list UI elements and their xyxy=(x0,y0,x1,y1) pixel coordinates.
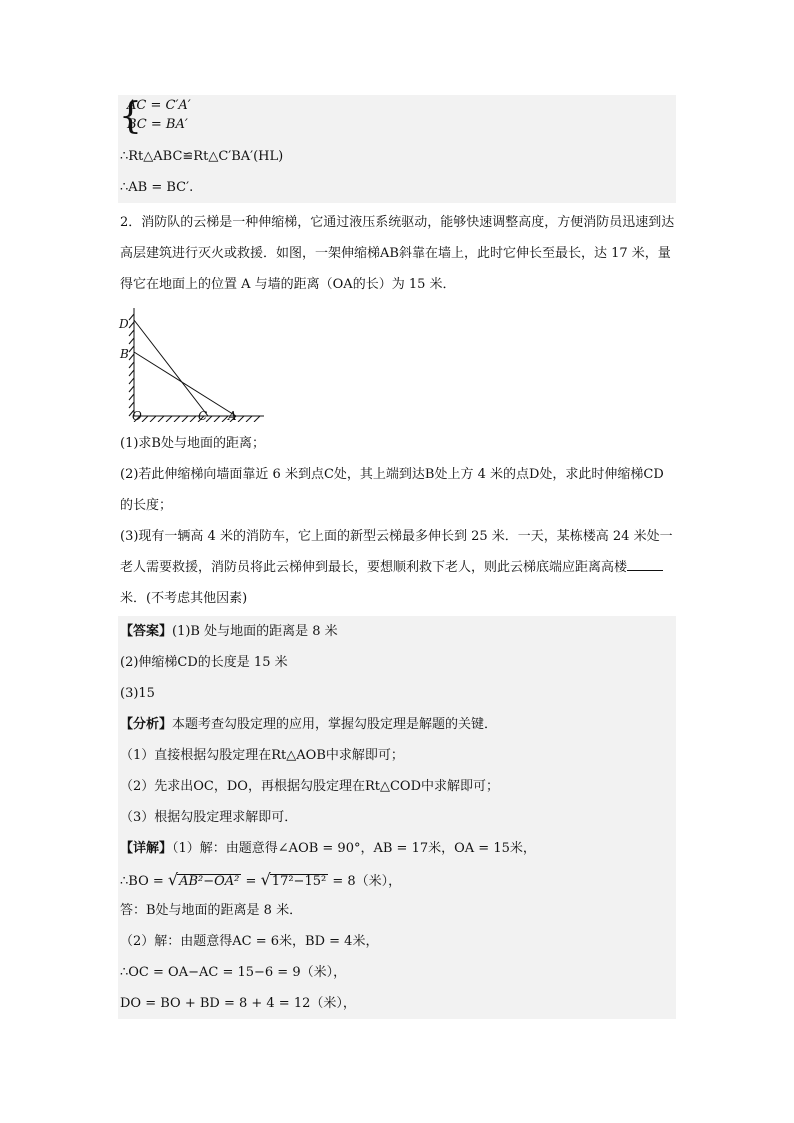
top-solution-block xyxy=(118,95,676,203)
label-a: A xyxy=(228,409,237,422)
answer-blank xyxy=(627,556,663,571)
solution-block xyxy=(118,616,676,1019)
answer-2: (2)伸缩梯CD的长度是 15 米 xyxy=(120,655,288,670)
ladder-diagram xyxy=(118,300,278,422)
conclusion-line: ∴AB = BC′. xyxy=(120,180,194,195)
detail-bo-rhs: = 8（米）， xyxy=(332,874,402,889)
label-b: B xyxy=(120,347,129,361)
label-o: O xyxy=(132,409,142,422)
ladder-figure xyxy=(118,300,676,422)
question-3-tail: 米．(不考虑其他因素) xyxy=(120,591,248,606)
detail-bo-lhs: ∴BO = xyxy=(120,874,164,889)
problem-stem xyxy=(118,207,676,300)
analysis-line xyxy=(118,709,676,740)
question-3-text: (3)现有一辆高 4 米的消防车，它上面的新型云梯最多伸长到 25 米．一天，某栋楼高 24 米处一老人需要救援，消防员将此云梯伸到最长，要想顺利救下老人，则此云梯底端应距离高楼 xyxy=(120,529,673,575)
ladder-cd xyxy=(134,320,208,416)
question-2: (2)若此伸缩梯向墙面靠近 6 米到点C处，其上端到达B处上方 4 米的点D处，求此时伸缩梯CD的长度； xyxy=(120,467,664,513)
radicand-2: 17²−15² xyxy=(271,874,327,889)
congruence-line: ∴Rt△ABC≌Rt△C′BA′(HL) xyxy=(120,149,284,164)
radical-sign-1: √ xyxy=(167,870,179,889)
detail-line-4: （2）解：由题意得AC = 6米，BD = 4米， xyxy=(120,934,379,949)
answer-1: (1)B 处与地面的距离是 8 米 xyxy=(172,624,338,639)
answer-tag: 【答案】 xyxy=(120,624,173,639)
label-c: C xyxy=(198,409,208,422)
system-row-1: AC = C′A′ xyxy=(127,98,191,113)
question-3 xyxy=(118,521,676,614)
brace-symbol: { xyxy=(119,96,142,137)
label-d: D xyxy=(119,317,129,331)
radical-sign-2: √ xyxy=(260,870,271,889)
question-1: (1)求B处与地面的距离； xyxy=(120,436,265,451)
detail-tag: 【详解】 xyxy=(120,841,173,856)
problem-stem-text: 消防队的云梯是一种伸缩梯，它通过液压系统驱动，能够快速调整高度，方便消防员迅速到达高层建筑进行灭火或救援．如图，一架伸缩梯AB斜靠在墙上，此时它伸长至最长，达 17 米，量得它在地面上的位置 A 与墙的距离（OA的长）为 15 米． xyxy=(120,215,675,292)
detail-line-3: 答：B处与地面的距离是 8 米． xyxy=(120,903,303,918)
document-page xyxy=(118,95,676,1019)
analysis-text: 本题考查勾股定理的应用，掌握勾股定理是解题的关键． xyxy=(172,717,498,732)
detail-line-2 xyxy=(118,864,676,895)
analysis-step-1: （1）直接根据勾股定理在Rt△AOB中求解即可； xyxy=(120,748,404,763)
ladder-ab xyxy=(134,352,236,416)
detail-line-6: DO = BO + BD = 8 + 4 = 12（米）， xyxy=(120,996,356,1011)
answer-line-1 xyxy=(118,616,676,647)
detail-line-5: ∴OC = OA−AC = 15−6 = 9（米）， xyxy=(120,965,347,980)
answer-3: (3)15 xyxy=(120,686,155,701)
detail-eq: = xyxy=(245,874,257,889)
radicand-1: AB²−OA² xyxy=(179,874,240,889)
detail-text-1: （1）解：由题意得∠AOB = 90°，AB = 17米，OA = 15米， xyxy=(172,841,536,856)
system-row-2: BC = BA′ xyxy=(127,117,188,132)
equation-system xyxy=(118,95,676,141)
problem-number: 2． xyxy=(120,215,142,230)
detail-line-1 xyxy=(118,833,676,864)
analysis-step-3: （3）根据勾股定理求解即可． xyxy=(120,810,298,825)
analysis-tag: 【分析】 xyxy=(120,717,173,732)
analysis-step-2: （2）先求出OC，DO，再根据勾股定理在Rt△COD中求解即可； xyxy=(120,779,499,794)
